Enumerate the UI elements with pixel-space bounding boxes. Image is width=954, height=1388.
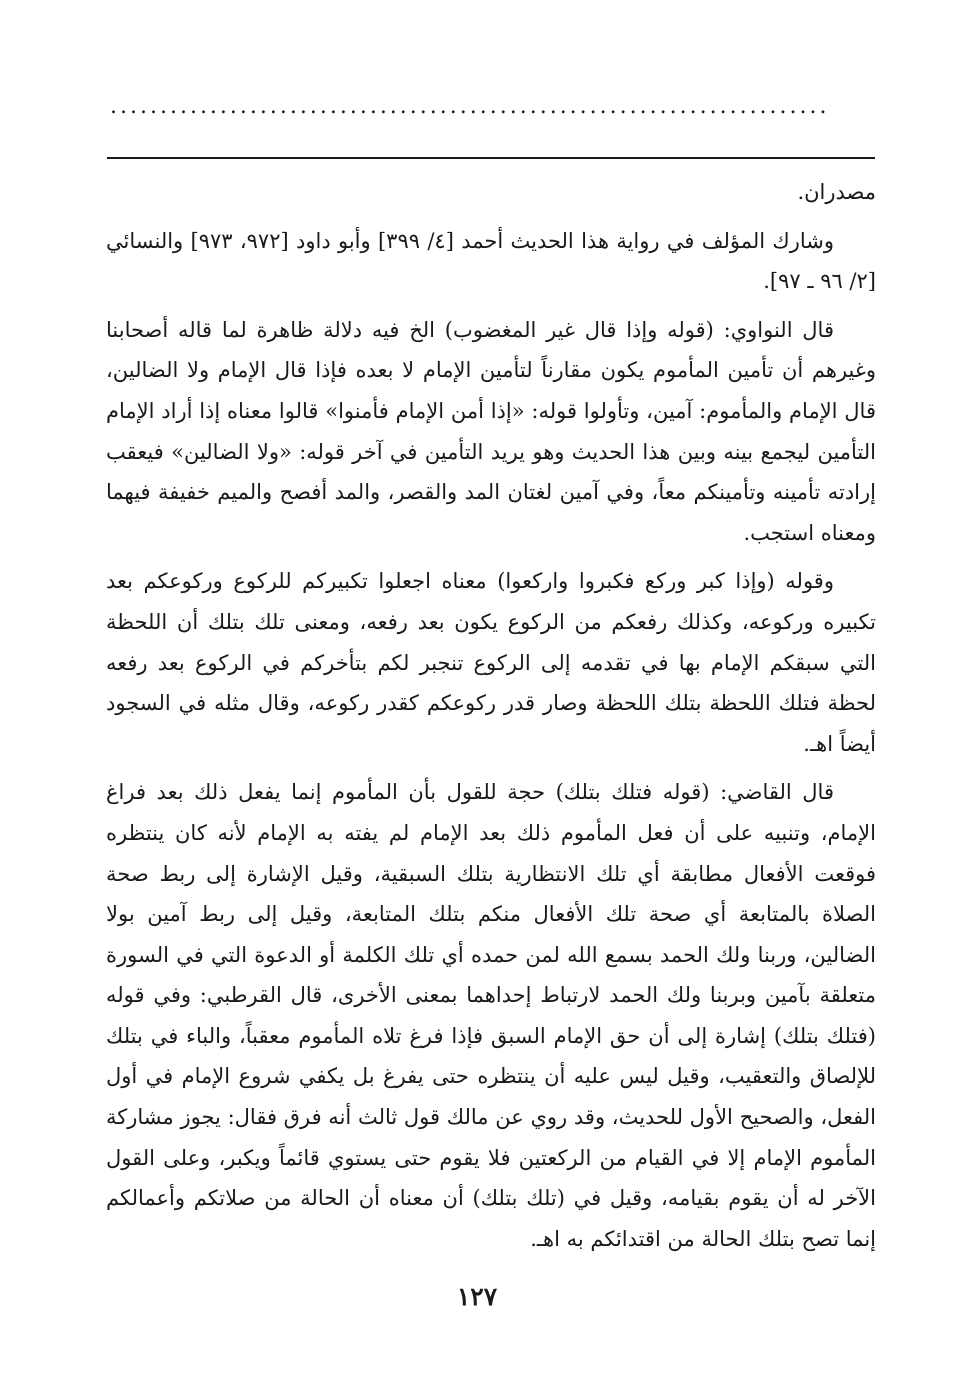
paragraph-continuation: مصدران.: [797, 180, 876, 204]
separator-dots: ........................................................................: [110, 94, 830, 119]
paragraph-sources: وشارك المؤلف في رواية هذا الحديث أحمد [٤/ ٣٩٩] وأبو داود [٩٧٢، ٩٧٣] والنسائي [٢/ ٩٦ ـ ٩٧].: [106, 228, 876, 294]
paragraph-qadi: قال القاضي: (قوله فتلك بتلك) حجة للقول بأن المأموم إنما يفعل ذلك بعد فراغ الإمام، وتنبيه على أن فعل المأموم ذلك بعد الإمام لم يفته به الإمام لأنه كان ينتظره فوقعت الأفعال مطابقة أي تلك الانتظارية بتلك السبقية، وقيل الإشارة إلى ربط صحة الصلاة بالمتابعة أي صحة تلك الأفعال منكم بتلك المتابعة، وقيل إلى ربط آمين بولا الضالين، وربنا ولك الحمد بسمع الله لمن حمده أي تلك الكلمة أو الدعوة التي في السورة متعلقة بآمين وبربنا ولك الحمد لارتباط إحداهما بمعنى الأخرى، قال القرطبي: وفي قوله (فتلك بتلك) إشارة إلى أن حق الإمام السبق فإذا فرغ تلاه المأموم معقباً، والباء في بتلك للإلصاق والتعقيب، وقيل ليس عليه أن ينتظره حتى يفرغ بل يكفي شروع الإمام في أول الفعل، والصحيح الأول للحديث، وقد روي عن مالك قول ثالث أنه فرق فقال: يجوز مشاركة المأموم الإمام إلا في القيام من الركعتين فلا يقوم حتى يستوي قائماً ويكبر، وعلى القول الآخر له أن يقوم بقيامه، وقيل في (تلك بتلك) أن معناه أن الحالة من صلاتكم وأعمالكم إنما تصح بتلك الحالة من اقتدائكم به اهـ.: [106, 780, 876, 1251]
horizontal-rule: [107, 157, 875, 159]
paragraph-ruku: وقوله (وإذا كبر وركع فكبروا واركعوا) معناه اجعلوا تكبيركم للركوع وركوعكم بعد تكبيره وركوعه، وكذلك رفعكم من الركوع يكون بعد رفعه، ومعنى تلك بتلك أن اللحظة التي سبقكم الإمام بها في تقدمه إلى الركوع تنجبر لكم بتأخركم في الركوع بعد رفعه لحظة فتلك اللحظة بتلك اللحظة وصار قدر ركوعكم كقدر ركوعه، وقال مثله في السجود أيضاً اهـ.: [106, 569, 876, 756]
page-number: ١٢٧: [456, 1282, 498, 1311]
paragraph-nawawi: قال النواوي: (قوله وإذا قال غير المغضوب) الخ فيه دلالة ظاهرة لما قاله أصحابنا وغيرهم أن تأمين المأموم يكون مقارناً لتأمين الإمام لا بعده فإذا قال الإمام ولا الضالين، قال الإمام والمأموم: آمين، وتأولوا قوله: «إذا أمن الإمام فأمنوا» قالوا معناه إذا أراد الإمام التأمين ليجمع بينه وبين هذا الحديث وهو يريد التأمين في آخر قوله: «ولا الضالين» فيعقب إرادته تأمينه وتأمينكم معاً، وفي آمين لغتان المد والقصر، والمد أفصح والميم خفيفة فيهما ومعناه استجب.: [106, 317, 876, 545]
main-text: [106, 172, 876, 1267]
